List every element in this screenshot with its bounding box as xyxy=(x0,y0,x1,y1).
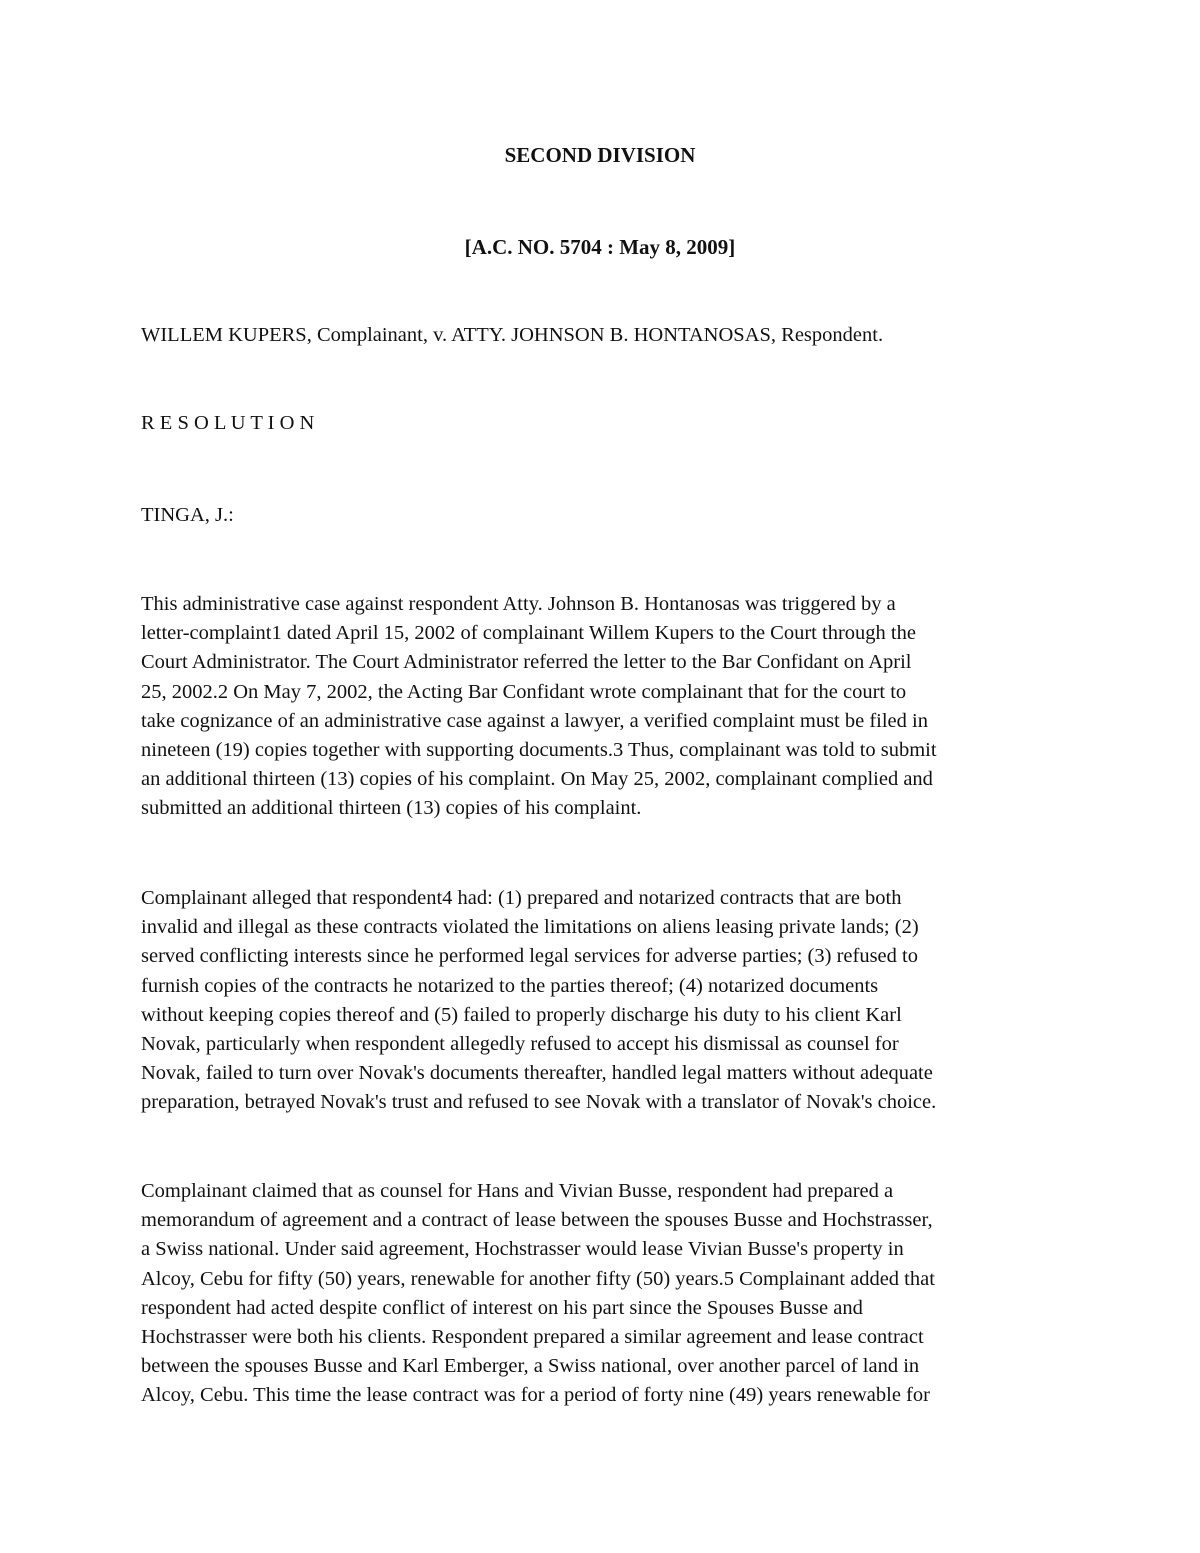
case-number-heading: [A.C. NO. 5704 : May 8, 2009] xyxy=(464,235,736,259)
paragraph-line: Hochstrasser were both his clients. Respondent prepared a similar agreement and lease contract xyxy=(141,1326,924,1349)
paragraph-line: Court Administrator. The Court Administrator referred the letter to the Bar Confidant on April xyxy=(141,651,912,674)
paragraph-line: invalid and illegal as these contracts violated the limitations on aliens leasing private lands; (2) xyxy=(141,916,919,939)
paragraph-3 xyxy=(141,1177,1061,1411)
paragraph-line: memorandum of agreement and a contract of lease between the spouses Busse and Hochstrasser, xyxy=(141,1209,933,1232)
paragraph-line: letter-complaint1 dated April 15, 2002 of complainant Willem Kupers to the Court through the xyxy=(141,622,916,645)
paragraph-line: an additional thirteen (13) copies of his complaint. On May 25, 2002, complainant complied and xyxy=(141,768,933,791)
resolution-title: R E S O L U T I O N xyxy=(141,412,315,434)
paragraph-1 xyxy=(141,590,1061,824)
paragraph-line: served conflicting interests since he performed legal services for adverse parties; (3) refused to xyxy=(141,945,918,968)
paragraph-line: without keeping copies thereof and (5) failed to properly discharge his duty to his client Karl xyxy=(141,1003,902,1026)
paragraph-line: Novak, particularly when respondent allegedly refused to accept his dismissal as counsel for xyxy=(141,1033,899,1056)
paragraph-line: submitted an additional thirteen (13) copies of his complaint. xyxy=(141,797,642,820)
paragraph-line: 25, 2002.2 On May 7, 2002, the Acting Bar Confidant wrote complainant that for the court to xyxy=(141,680,907,703)
ponente: TINGA, J.: xyxy=(141,504,234,526)
paragraph-line: Alcoy, Cebu for fifty (50) years, renewable for another fifty (50) years.5 Complainant added that xyxy=(141,1267,935,1290)
paragraph-line: furnish copies of the contracts he notarized to the parties thereof; (4) notarized documents xyxy=(141,974,879,997)
paragraph-line: Complainant claimed that as counsel for Hans and Vivian Busse, respondent had prepared a xyxy=(141,1180,894,1202)
paragraph-line: nineteen (19) copies together with supporting documents.3 Thus, complainant was told to submit xyxy=(141,739,937,762)
paragraph-line: between the spouses Busse and Karl Emberger, a Swiss national, over another parcel of land in xyxy=(141,1355,920,1378)
paragraph-line: a Swiss national. Under said agreement, Hochstrasser would lease Vivian Busse's property in xyxy=(141,1238,904,1261)
paragraph-line: take cognizance of an administrative case against a lawyer, a verified complaint must be filed in xyxy=(141,709,928,732)
paragraph-line: preparation, betrayed Novak's trust and refused to see Novak with a translator of Novak's choice. xyxy=(141,1091,937,1114)
division-heading: SECOND DIVISION xyxy=(504,143,696,167)
paragraph-line: Alcoy, Cebu. This time the lease contract was for a period of forty nine (49) years renewable for xyxy=(141,1384,930,1407)
paragraph-line: Novak, failed to turn over Novak's documents thereafter, handled legal matters without adequate xyxy=(141,1062,933,1085)
paragraph-line: This administrative case against respondent Atty. Johnson B. Hontanosas was triggered by a xyxy=(141,593,896,615)
case-parties: WILLEM KUPERS, Complainant, v. ATTY. JOHNSON B. HONTANOSAS, Respondent. xyxy=(141,324,884,346)
paragraph-2 xyxy=(141,884,1061,1118)
paragraph-line: respondent had acted despite conflict of interest on his part since the Spouses Busse and xyxy=(141,1296,863,1319)
paragraph-line: Complainant alleged that respondent4 had: (1) prepared and notarized contracts that are both xyxy=(141,887,902,909)
